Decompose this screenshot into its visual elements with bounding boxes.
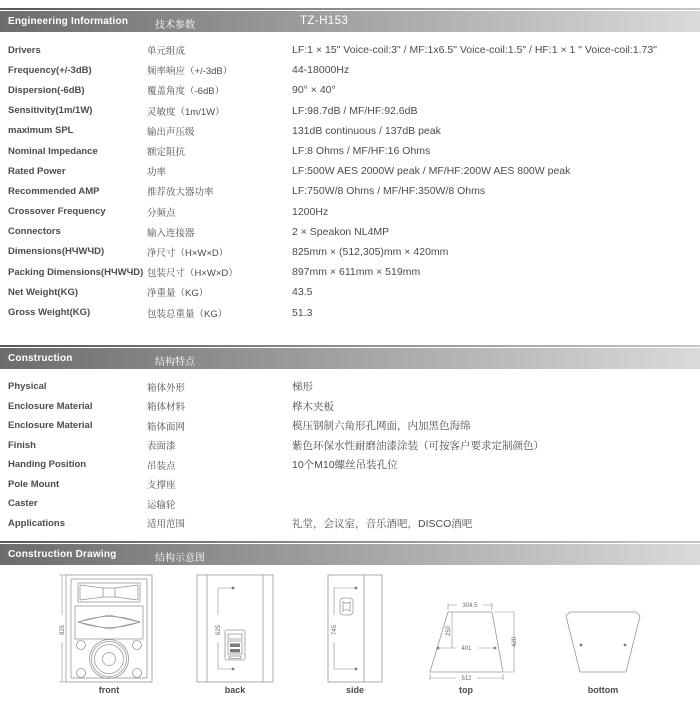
- table-row: [0, 282, 700, 302]
- section-title-en: Engineering Information: [8, 16, 129, 27]
- row-label-zh: 支撑座: [147, 480, 176, 492]
- table-row: [0, 494, 700, 514]
- row-label-en: Connectors: [8, 226, 61, 238]
- table-row: [0, 514, 700, 534]
- back-view-label: back: [224, 685, 246, 695]
- bottom-view-drawing: [566, 612, 640, 672]
- row-label-zh: 输出声压级: [147, 126, 195, 138]
- top-view-label: top: [459, 685, 473, 695]
- row-label-en: Drivers: [8, 44, 41, 56]
- construction-drawings: [0, 550, 700, 700]
- row-label-zh: 功率: [147, 167, 167, 179]
- row-label-en: Rated Power: [8, 165, 66, 177]
- side-view-label: side: [345, 685, 365, 695]
- table-row: [0, 101, 700, 121]
- back-hole-dim-label: 625: [216, 624, 222, 636]
- table-row: [0, 141, 700, 161]
- row-value: 模压钢制六角形孔网面，内加黑色海绵: [292, 420, 471, 433]
- row-value: 897mm × 611mm × 519mm: [292, 266, 421, 279]
- row-label-zh: 箱体面网: [147, 421, 186, 433]
- front-view-drawing: [59, 575, 152, 682]
- row-label-zh: 单元组成: [147, 46, 186, 58]
- row-label-en: Nominal Impedance: [8, 145, 98, 157]
- row-label-zh: 运输轮: [147, 499, 176, 511]
- row-value: 131dB continuous / 137dB peak: [292, 124, 441, 137]
- row-label-zh: 包装总重量（KG）: [147, 308, 228, 320]
- table-row: [0, 60, 700, 80]
- model-number: TZ-H153: [300, 15, 349, 27]
- row-label-en: Sensitivity(1m/1W): [8, 105, 93, 117]
- row-value: 1200Hz: [292, 205, 329, 218]
- top-back-width-dim-label: 304.5: [462, 603, 478, 609]
- speakon-plate-drawing: [225, 630, 245, 660]
- section-title-en: Construction Drawing: [8, 549, 117, 560]
- row-label-zh: 推荐放大器功率: [147, 187, 214, 199]
- row-label-en: Dimensions(HЧWЧD): [8, 246, 105, 258]
- row-value: 825mm × (512,305)mm × 420mm: [292, 245, 449, 258]
- construction-section-header: [0, 348, 700, 369]
- table-row: [0, 262, 700, 282]
- row-value: 桦木夹板: [292, 400, 334, 413]
- row-label-zh: 表面漆: [147, 441, 176, 453]
- engineering-section-header: [0, 11, 700, 32]
- row-label-zh: 净尺寸（H×W×D）: [147, 247, 229, 259]
- row-value: LF:1 × 15" Voice-coil:3" / MF:1x6.5" Voice-coil:1.5" / HF:1 × 1 " Voice-coil:1.73": [292, 44, 657, 57]
- row-value: LF:8 Ohms / MF/HF:16 Ohms: [292, 145, 431, 158]
- section-title-zh: 结构示意图: [155, 553, 205, 564]
- table-row: [0, 40, 700, 60]
- section-title-zh: 技术参数: [155, 20, 195, 31]
- row-value: LF:98.7dB / MF/HF:92.6dB: [292, 104, 418, 117]
- row-label-en: Caster: [8, 498, 38, 510]
- table-row: [0, 181, 700, 201]
- row-value: 51.3: [292, 306, 313, 319]
- section-rule: [0, 8, 700, 10]
- table-row: [0, 416, 700, 436]
- table-row: [0, 242, 700, 262]
- row-value: 44-18000Hz: [292, 64, 350, 77]
- side-hole-dim-label: 745: [332, 624, 338, 636]
- row-label-zh: 箱体外形: [147, 382, 186, 394]
- row-label-en: maximum SPL: [8, 125, 74, 137]
- row-value: 紫色环保水性耐磨油漆涂装（可按客户要求定制颜色）: [292, 439, 544, 452]
- handle-drawing: [340, 598, 353, 615]
- row-value: LF:750W/8 Ohms / MF/HF:350W/8 Ohms: [292, 185, 486, 198]
- front-height-dim-label: 825: [60, 624, 66, 636]
- row-label-zh: 箱体材料: [147, 402, 186, 414]
- construction-table: [0, 377, 700, 533]
- drawings-svg: [0, 550, 700, 700]
- row-label-en: Recommended AMP: [8, 185, 100, 197]
- table-row: [0, 455, 700, 475]
- row-label-en: Dispersion(-6dB): [8, 84, 85, 96]
- top-dimensions: [430, 603, 514, 680]
- row-value: 90° × 40°: [292, 84, 336, 97]
- row-label-en: Enclosure Material: [8, 420, 93, 432]
- row-label-zh: 净重量（KG）: [147, 288, 209, 300]
- row-value: 梯形: [292, 381, 313, 394]
- table-row: [0, 80, 700, 100]
- row-value: LF:500W AES 2000W peak / MF/HF:200W AES 800W peak: [292, 165, 571, 178]
- table-row: [0, 121, 700, 141]
- bottom-view-label: bottom: [587, 685, 619, 695]
- row-label-zh: 分频点: [147, 207, 176, 219]
- section-rule: [0, 541, 700, 543]
- row-label-zh: 额定阻抗: [147, 147, 186, 159]
- row-label-zh: 适用范围: [147, 519, 186, 531]
- row-value: 礼堂，会议室，音乐酒吧，DISCO酒吧: [292, 517, 473, 530]
- row-value: 10个M10螺丝吊装孔位: [292, 459, 398, 472]
- top-view-drawing: [430, 603, 514, 680]
- table-row: [0, 377, 700, 397]
- table-row: [0, 222, 700, 242]
- row-label-en: Frequency(+/-3dB): [8, 64, 92, 76]
- row-label-zh: 频率响应（+/-3dB）: [147, 66, 233, 78]
- row-label-zh: 输入连接器: [147, 227, 195, 239]
- engineering-table: [0, 40, 700, 323]
- row-label-en: Gross Weight(KG): [8, 307, 91, 319]
- section-title-zh: 结构特点: [155, 357, 195, 368]
- row-label-en: Crossover Frequency: [8, 206, 106, 218]
- row-label-en: Pole Mount: [8, 478, 60, 490]
- row-value: 2 × Speakon NL4MP: [292, 225, 390, 238]
- row-label-en: Packing Dimensions(HЧWЧD): [8, 266, 144, 278]
- row-label-zh: 吊装点: [147, 460, 176, 472]
- top-front-width-dim-label: 512: [461, 676, 472, 682]
- top-hole-spacing-dim-label: 401: [461, 646, 472, 652]
- row-label-en: Handing Position: [8, 459, 87, 471]
- section-rule: [0, 345, 700, 347]
- woofer-drawing: [77, 640, 142, 679]
- table-row: [0, 475, 700, 495]
- row-label-zh: 灵敏度（1m/1W）: [147, 106, 225, 118]
- back-view-drawing: [197, 575, 273, 682]
- row-label-zh: 覆盖角度（-6dB）: [147, 86, 225, 98]
- top-hole-offset-dim-label: 250: [446, 625, 452, 637]
- row-label-en: Applications: [8, 517, 66, 529]
- front-view-label: front: [98, 685, 120, 695]
- top-depth-dim-label: 420: [512, 636, 518, 648]
- row-label-en: Net Weight(KG): [8, 286, 79, 298]
- table-row: [0, 302, 700, 322]
- hf-horn-drawing: [78, 583, 140, 602]
- row-label-en: Finish: [8, 439, 36, 451]
- section-title-en: Construction: [8, 353, 73, 364]
- table-row: [0, 436, 700, 456]
- mf-horn-drawing: [75, 606, 143, 639]
- table-row: [0, 202, 700, 222]
- table-row: [0, 161, 700, 181]
- row-label-en: Enclosure Material: [8, 400, 93, 412]
- row-value: 43.5: [292, 286, 313, 299]
- row-label-en: Physical: [8, 381, 47, 393]
- table-row: [0, 397, 700, 417]
- row-label-zh: 包装尺寸（H×W×D）: [147, 268, 238, 280]
